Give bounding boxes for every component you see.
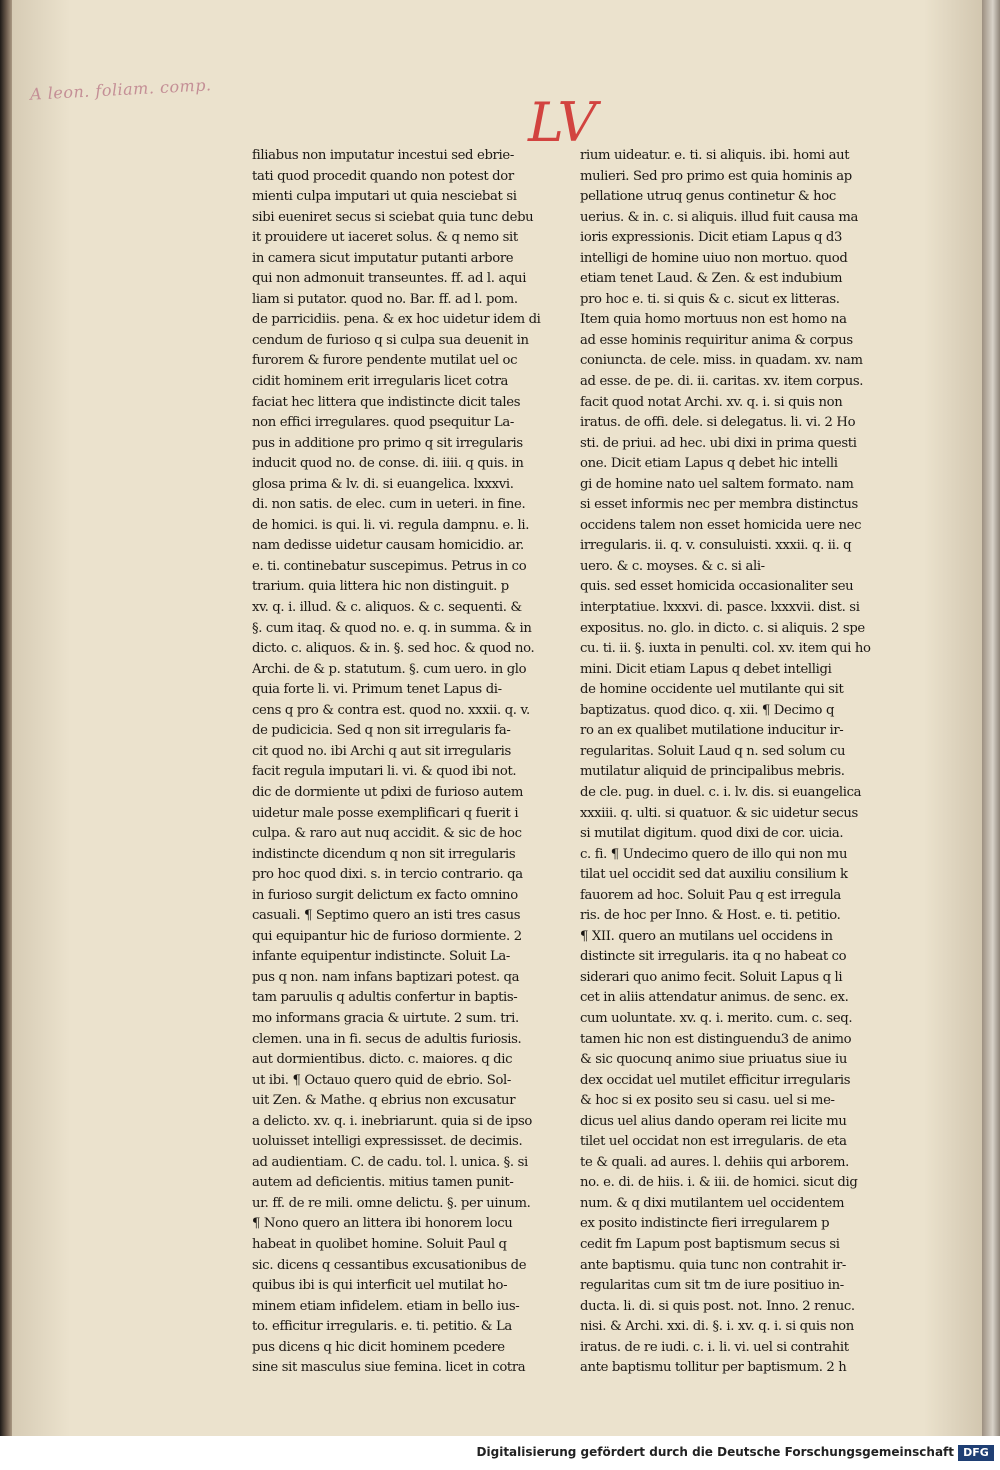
text-line: ad audientiam. C. de cadu. tol. l. unica. §. si xyxy=(252,1154,528,1170)
text-line: ante baptismu tollitur per baptismum. 2 h xyxy=(580,1360,847,1376)
text-line: siderari quo animo fecit. Soluit Lapus q li xyxy=(580,969,843,985)
text-line: Item quia homo mortuus non est homo na xyxy=(580,312,847,328)
digitization-footer xyxy=(0,1436,1000,1470)
text-line: tam paruulis q adultis confertur in baptis- xyxy=(252,990,518,1006)
text-line: facit regula imputari li. vi. & quod ibi not. xyxy=(252,764,517,780)
text-line: in camera sicut imputatur putanti arbore xyxy=(252,250,514,266)
text-line: inducit quod no. de conse. di. iiii. q quis. in xyxy=(252,456,524,472)
text-line: di. non satis. de elec. cum in ueteri. in fine. xyxy=(252,497,526,513)
left-text-column xyxy=(252,146,567,1379)
text-line: dic de dormiente ut pdixi de furioso autem xyxy=(252,784,524,800)
text-line: mienti culpa imputari ut quia nesciebat si xyxy=(252,189,517,205)
text-line: mulieri. Sed pro primo est quia hominis ap xyxy=(580,168,852,184)
text-line: regularitas. Soluit Laud q n. sed solum cu xyxy=(580,743,846,759)
text-line: iratus. de re iudi. c. i. li. vi. uel si contrahit xyxy=(580,1339,849,1355)
text-line: in furioso surgit delictum ex facto omnino xyxy=(252,887,518,903)
text-line: & hoc si ex posito seu si casu. uel si me- xyxy=(580,1093,835,1109)
text-line: nisi. & Archi. xxi. di. §. i. xv. q. i. si quis non xyxy=(580,1319,854,1335)
dfg-logo: DFG xyxy=(958,1445,994,1461)
text-line: mini. Dicit etiam Lapus q debet intelligi xyxy=(580,661,832,677)
text-line: ro an ex qualibet mutilatione inducitur ir- xyxy=(580,723,844,739)
text-line: quibus ibi is qui interficit uel mutilat ho- xyxy=(252,1278,508,1294)
text-line: num. & q dixi mutilantem uel occidentem xyxy=(580,1195,845,1211)
text-line: it prouidere ut iaceret solus. & q nemo sit xyxy=(252,230,518,246)
text-line: de homine occidente uel mutilante qui sit xyxy=(580,682,844,698)
text-line: indistincte dicendum q non sit irregularis xyxy=(252,846,516,862)
text-line: furorem & furore pendente mutilat uel oc xyxy=(252,353,518,369)
text-line: expositus. no. glo. in dicto. c. si aliquis. 2 spe xyxy=(580,620,865,636)
text-line: ur. ff. de re mili. omne delictu. §. per uinum. xyxy=(252,1195,531,1211)
text-line: uoluisset intelligi expressisset. de decimis. xyxy=(252,1134,523,1150)
right-text-column xyxy=(580,146,890,1379)
text-line: quis. sed esset homicida occasionaliter seu xyxy=(580,579,854,595)
text-line: xv. q. i. illud. & c. aliquos. & c. sequenti. & xyxy=(252,600,522,616)
text-line: occidens talem non esset homicida uere nec xyxy=(580,517,862,533)
folio-number: LV xyxy=(528,91,597,154)
funding-credit: Digitalisierung gefördert durch die Deutsche Forschungsgemeinschaft xyxy=(476,1445,954,1459)
text-line: ¶ Nono quero an littera ibi honorem locu xyxy=(252,1216,513,1232)
text-line: habeat in quolibet homine. Soluit Paul q xyxy=(252,1236,507,1252)
text-line: qui equipantur hic de furioso dormiente. 2 xyxy=(252,928,522,944)
text-line: c. fi. ¶ Undecimo quero de illo qui non mu xyxy=(580,846,848,862)
text-line: pro hoc e. ti. si quis & c. sicut ex litteras. xyxy=(580,291,840,307)
text-line: ¶ XII. quero an mutilans uel occidens in xyxy=(580,928,833,944)
text-line: ex posito indistincte fieri irregularem p xyxy=(580,1216,830,1232)
text-line: Archi. de & p. statutum. §. cum uero. in glo xyxy=(252,661,527,677)
text-line: tamen hic non est distinguendu3 de animo xyxy=(580,1031,852,1047)
text-line: de parricidiis. pena. & ex hoc uidetur idem di xyxy=(252,312,541,328)
text-line: uero. & c. moyses. & c. si ali- xyxy=(580,558,765,574)
page-fore-edge xyxy=(982,0,1000,1436)
text-line: distincte sit irregularis. ita q no habeat co xyxy=(580,949,847,965)
text-line: etiam tenet Laud. & Zen. & est indubium xyxy=(580,271,843,287)
text-line: autem ad deficientis. mitius tamen punit- xyxy=(252,1175,514,1191)
text-line: ioris expressionis. Dicit etiam Lapus q d3 xyxy=(580,230,843,246)
text-line: trarium. quia littera hic non distinguit. p xyxy=(252,579,509,595)
text-line: cum uoluntate. xv. q. i. merito. cum. c. seq. xyxy=(580,1010,853,1026)
text-line: minem etiam infidelem. etiam in bello ius- xyxy=(252,1298,520,1314)
text-line: de pudicicia. Sed q non sit irregularis fa- xyxy=(252,723,511,739)
text-line: one. Dicit etiam Lapus q debet hic intelli xyxy=(580,456,838,472)
text-line: infante equipentur indistincte. Soluit La- xyxy=(252,949,511,965)
text-line: qui non admonuit transeuntes. ff. ad l. aqui xyxy=(252,271,527,287)
text-line: non effici irregulares. quod psequitur La- xyxy=(252,415,514,431)
text-line: pus in additione pro primo q sit irregularis xyxy=(252,435,523,451)
text-line: nam dedisse uidetur causam homicidio. ar. xyxy=(252,538,524,554)
text-line: pus dicens q hic dicit hominem pcedere xyxy=(252,1339,505,1355)
text-line: cens q pro & contra est. quod no. xxxii. q. v. xyxy=(252,702,530,718)
text-line: tilat uel occidit sed dat auxiliu consilium k xyxy=(580,867,848,883)
book-page xyxy=(12,0,982,1436)
text-line: de homici. is qui. li. vi. regula dampnu. e. li. xyxy=(252,517,530,533)
text-line: irregularis. ii. q. v. consuluisti. xxxii. q. ii. q xyxy=(580,538,852,554)
text-line: baptizatus. quod dico. q. xii. ¶ Decimo q xyxy=(580,702,835,718)
text-line: no. e. di. de hiis. i. & iii. de homici. sicut dig xyxy=(580,1175,858,1191)
text-line: ut ibi. ¶ Octauo quero quid de ebrio. Sol- xyxy=(252,1072,512,1088)
text-line: cit quod no. ibi Archi q aut sit irregularis xyxy=(252,743,511,759)
text-line: cet in aliis attendatur animus. de senc. ex. xyxy=(580,990,849,1006)
text-line: culpa. & raro aut nuq accidit. & sic de hoc xyxy=(252,826,522,842)
text-line: uidetur male posse exemplificari q fuerit i xyxy=(252,805,519,821)
text-line: sic. dicens q cessantibus excusationibus de xyxy=(252,1257,527,1273)
text-line: pellatione utruq genus continetur & hoc xyxy=(580,189,836,205)
text-line: uerius. & in. c. si aliquis. illud fuit causa ma xyxy=(580,209,859,225)
text-line: dicus uel alius dando operam rei licite mu xyxy=(580,1113,847,1129)
text-line: interptatiue. lxxxvi. di. pasce. lxxxvii. dist. si xyxy=(580,600,860,616)
text-line: cedit fm Lapum post baptismum secus si xyxy=(580,1236,840,1252)
text-line: ducta. li. di. si quis post. not. Inno. 2 renuc. xyxy=(580,1298,855,1314)
text-line: a delicto. xv. q. i. inebriarunt. quia si de ipso xyxy=(252,1113,532,1129)
text-line: si esset informis nec per membra distinctus xyxy=(580,497,858,513)
text-line: fauorem ad hoc. Soluit Pau q est irregula xyxy=(580,887,841,903)
text-line: casuali. ¶ Septimo quero an isti tres casus xyxy=(252,908,521,924)
text-line: gi de homine nato uel saltem formato. nam xyxy=(580,476,854,492)
text-line: rium uideatur. e. ti. si aliquis. ibi. homi aut xyxy=(580,148,850,163)
text-line: to. efficitur irregularis. e. ti. petitio. & La xyxy=(252,1319,512,1335)
text-line: uit Zen. & Mathe. q ebrius non excusatur xyxy=(252,1093,516,1109)
text-line: filiabus non imputatur incestui sed ebrie- xyxy=(252,148,514,163)
margin-annotation: A leon. foliam. comp. xyxy=(29,75,212,104)
text-line: ad esse hominis requiritur anima & corpus xyxy=(580,332,853,348)
text-line: dex occidat uel mutilet efficitur irregularis xyxy=(580,1072,851,1088)
text-line: faciat hec littera que indistincte dicit tales xyxy=(252,394,521,410)
text-line: ante baptismu. quia tunc non contrahit ir- xyxy=(580,1257,847,1273)
text-line: tilet uel occidat non est irregularis. de eta xyxy=(580,1134,847,1150)
text-line: si mutilat digitum. quod dixi de cor. uicia. xyxy=(580,826,844,842)
text-line: pro hoc quod dixi. s. in tercio contrario. qa xyxy=(252,867,523,883)
text-line: sibi eueniret secus si sciebat quia tunc debu xyxy=(252,209,534,225)
text-line: pus q non. nam infans baptizari potest. qa xyxy=(252,969,520,985)
text-line: e. ti. continebatur suscepimus. Petrus in co xyxy=(252,558,527,574)
text-line: cu. ti. ii. §. iuxta in penulti. col. xv. item qui ho xyxy=(580,641,871,657)
text-line: aut dormientibus. dicto. c. maiores. q dic xyxy=(252,1052,513,1068)
text-line: facit quod notat Archi. xv. q. i. si quis non xyxy=(580,394,843,410)
text-line: sti. de priui. ad hec. ubi dixi in prima questi xyxy=(580,435,857,451)
text-line: §. cum itaq. & quod no. e. q. in summa. & in xyxy=(252,620,532,636)
text-line: iratus. de offi. dele. si delegatus. li. vi. 2 Ho xyxy=(580,415,856,431)
text-line: mutilatur aliquid de principalibus mebris. xyxy=(580,764,845,780)
text-line: intelligi de homine uiuo non mortuo. quod xyxy=(580,250,848,266)
text-line: regularitas cum sit tm de iure positiuo in- xyxy=(580,1278,844,1294)
text-line: cendum de furioso q si culpa sua deuenit in xyxy=(252,332,529,348)
text-line: clemen. una in fi. secus de adultis furiosis. xyxy=(252,1031,522,1047)
text-line: glosa prima & lv. di. si euangelica. lxxxvi. xyxy=(252,476,514,492)
text-line: dicto. c. aliquos. & in. §. sed hoc. & quod no. xyxy=(252,641,535,657)
text-line: & sic quocunq animo siue priuatus siue iu xyxy=(580,1052,847,1068)
text-line: te & quali. ad aures. l. dehiis qui arborem. xyxy=(580,1154,849,1170)
text-line: mo informans gracia & uirtute. 2 sum. tri. xyxy=(252,1010,519,1026)
text-line: de cle. pug. in duel. c. i. lv. dis. si euangelica xyxy=(580,784,862,800)
text-line: quia forte li. vi. Primum tenet Lapus di- xyxy=(252,682,502,698)
text-line: coniuncta. de cele. miss. in quadam. xv. nam xyxy=(580,353,863,369)
text-line: tati quod procedit quando non potest dor xyxy=(252,168,514,184)
text-line: xxxiii. q. ulti. si quatuor. & sic uidetur secus xyxy=(580,805,858,821)
text-line: ris. de hoc per Inno. & Host. e. ti. petitio. xyxy=(580,908,841,924)
text-line: sine sit masculus siue femina. licet in cotra xyxy=(252,1360,526,1376)
text-line: ad esse. de pe. di. ii. caritas. xv. item corpus. xyxy=(580,374,864,390)
text-line: cidit hominem erit irregularis licet cotra xyxy=(252,374,509,390)
text-line: liam si putator. quod no. Bar. ff. ad l. pom. xyxy=(252,291,518,307)
